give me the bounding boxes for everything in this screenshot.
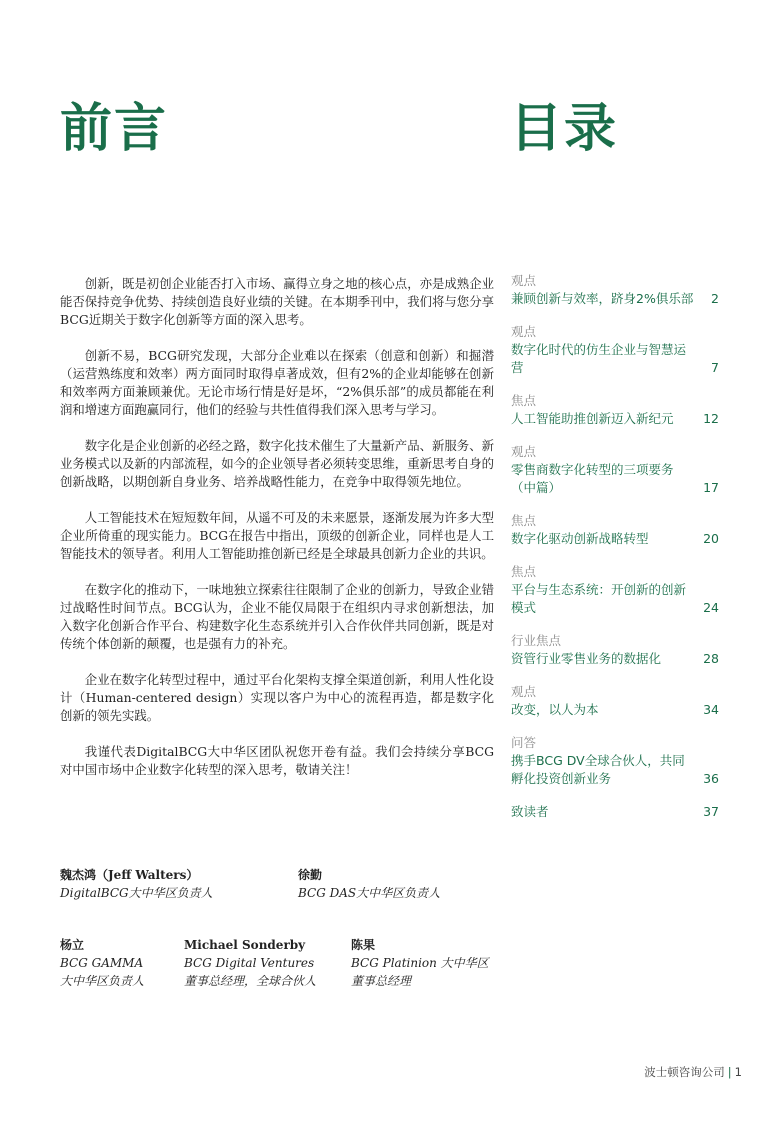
- signatory-role: 董事总经理: [351, 974, 412, 988]
- toc-entry-title[interactable]: 改变，以人为本: [511, 702, 599, 717]
- signatory-role: BCG GAMMA: [60, 956, 144, 970]
- toc-category: 焦点: [511, 564, 537, 579]
- toc-page-number: 20: [703, 531, 719, 546]
- toc-entry-title[interactable]: 兼顾创新与效率，跻身2%俱乐部: [511, 291, 694, 306]
- toc-entry-title[interactable]: 平台与生态系统：开创新的创新模式: [511, 582, 687, 615]
- page-footer: [644, 1064, 742, 1080]
- signatory-name: 徐勤: [298, 868, 323, 882]
- signatory-role: BCG DAS大中华区负责人: [298, 886, 441, 900]
- company-name: 波士顿咨询公司: [644, 1065, 725, 1079]
- foreword-paragraph: 创新，既是初创企业能否打入市场、赢得立身之地的核心点，亦是成熟企业能否保持竞争优势、持续创造良好业绩的关键。在本期季刊中，我们将与您分享BCG近期关于数字化创新等方面的深入思考。: [60, 276, 494, 327]
- signatory: [184, 936, 316, 990]
- toc-page-number: 37: [703, 804, 719, 819]
- toc-item[interactable]: [511, 632, 719, 668]
- toc-page-number: 36: [703, 771, 719, 786]
- foreword-body: [60, 275, 494, 797]
- signatory: [351, 936, 489, 990]
- toc-item[interactable]: [511, 272, 719, 308]
- toc-entry-title[interactable]: 人工智能助推创新迈入新纪元: [511, 411, 674, 426]
- foreword-paragraph: 创新不易，BCG研究发现，大部分企业难以在探索（创意和创新）和掘潜（运营熟练度和效率）两方面同时取得卓著成效，但有2%的企业却能够在创新和效率两方面兼顾兼优。无论市场行情是好是坏，“2%俱乐部”的成员都能在利润和增速方面跑赢同行，他们的经验与共性值得我们深入思考与学习。: [60, 348, 494, 417]
- toc-item[interactable]: [511, 803, 719, 821]
- signatory-role: BCG Digital Ventures: [184, 956, 315, 970]
- toc-category: 观点: [511, 684, 537, 699]
- toc-item[interactable]: [511, 443, 719, 497]
- toc-category: 问答: [511, 735, 537, 750]
- signatory-role: DigitalBCG大中华区负责人: [60, 886, 213, 900]
- foreword-title: 前言: [60, 98, 169, 159]
- toc-item[interactable]: [511, 512, 719, 548]
- toc-entry-title[interactable]: 零售商数字化转型的三项要务（中篇）: [511, 462, 674, 495]
- toc-item[interactable]: [511, 392, 719, 428]
- foreword-paragraph: 我谨代表DigitalBCG大中华区团队祝您开卷有益。我们会持续分享BCG对中国市场中企业数字化转型的深入思考，敬请关注！: [60, 744, 494, 777]
- toc-entry-title[interactable]: 携手BCG DV全球合伙人，共同孵化投资创新业务: [511, 753, 685, 786]
- toc-item[interactable]: [511, 323, 719, 377]
- page-number: 1: [734, 1065, 742, 1079]
- signatory-name: Michael Sonderby: [184, 938, 306, 952]
- toc-category: 行业焦点: [511, 633, 562, 648]
- toc-item[interactable]: [511, 734, 719, 788]
- toc-title: 目录: [510, 98, 619, 159]
- foreword-paragraph: 人工智能技术在短短数年间，从遥不可及的未来愿景，逐渐发展为许多大型企业所倚重的现实能力。BCG在报告中指出，顶级的创新企业，同样也是人工智能技术的领导者。利用人工智能助推创新已经是全球最具创新力企业的共识。: [60, 510, 494, 561]
- signatory-name: 陈果: [351, 938, 376, 952]
- signatory-role: BCG Platinion 大中华区: [351, 956, 489, 970]
- footer-separator: |: [727, 1065, 732, 1079]
- toc-category: 观点: [511, 273, 537, 288]
- table-of-contents: [511, 272, 719, 836]
- toc-category: 焦点: [511, 513, 537, 528]
- toc-entry-title[interactable]: 数字化时代的仿生企业与智慧运营: [511, 342, 687, 375]
- toc-page-number: 17: [703, 480, 719, 495]
- toc-entry-title[interactable]: 数字化驱动创新战略转型: [511, 531, 649, 546]
- foreword-paragraph: 企业在数字化转型过程中，通过平台化架构支撑全渠道创新，利用人性化设计（Human-centered design）实现以客户为中心的流程再造，都是数字化创新的领先实践。: [60, 672, 494, 723]
- signatory-role: 大中华区负责人: [60, 974, 145, 988]
- foreword-paragraph: 数字化是企业创新的必经之路，数字化技术催生了大量新产品、新服务、新业务模式以及新的内部流程，如今的企业领导者必须转变思维，重新思考自身的创新战略，以期创新自身业务、培养战略性能力，在竞争中取得领先地位。: [60, 438, 494, 489]
- toc-category: 观点: [511, 324, 537, 339]
- toc-page-number: 34: [703, 702, 719, 717]
- signatory: [60, 936, 144, 990]
- signatory: [298, 866, 440, 902]
- signatory-role: 董事总经理，全球合伙人: [184, 974, 317, 988]
- toc-entry-title[interactable]: 致读者: [511, 804, 549, 819]
- toc-page-number: 28: [703, 651, 719, 666]
- toc-page-number: 2: [711, 291, 719, 306]
- signatory-name: 魏杰鸿（Jeff Walters）: [60, 868, 199, 882]
- toc-item[interactable]: [511, 683, 719, 719]
- toc-category: 观点: [511, 444, 537, 459]
- foreword-paragraph: 在数字化的推动下，一味地独立探索往往限制了企业的创新力，导致企业错过战略性时间节点。BCG认为，企业不能仅局限于在组织内寻求创新想法，加入数字化创新合作平台、构建数字化生态系统并引入合作伙伴共同创新，既是对传统个体创新的颠覆，也是强有力的补充。: [60, 582, 494, 651]
- toc-item[interactable]: [511, 563, 719, 617]
- toc-entry-title[interactable]: 资管行业零售业务的数据化: [511, 651, 662, 666]
- signatory: [60, 866, 213, 902]
- toc-page-number: 7: [711, 360, 719, 375]
- toc-page-number: 24: [703, 600, 719, 615]
- toc-category: 焦点: [511, 393, 537, 408]
- toc-page-number: 12: [703, 411, 719, 426]
- signatory-name: 杨立: [60, 938, 85, 952]
